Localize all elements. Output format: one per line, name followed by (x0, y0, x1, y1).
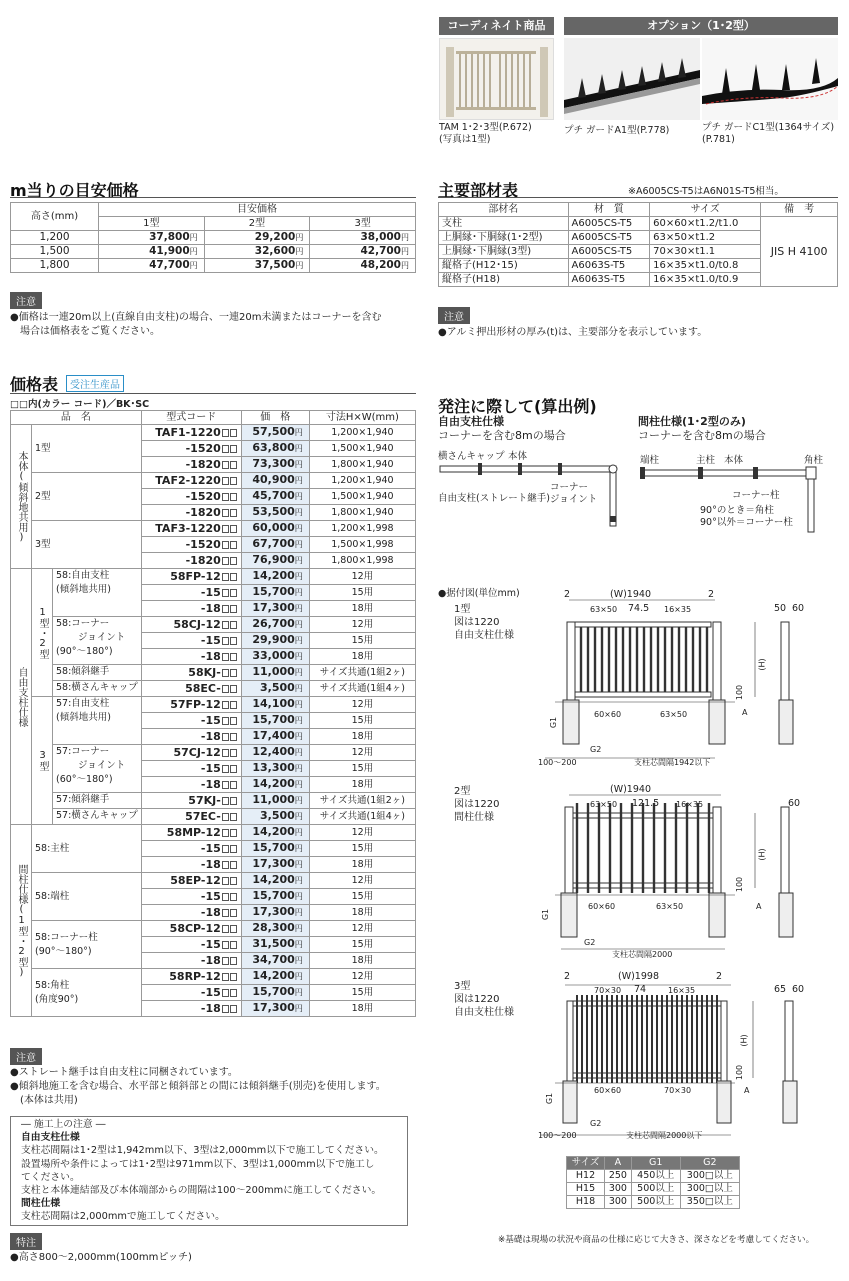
table-row: 58:端柱 58EP-12 14,200円 12用 (11, 873, 416, 889)
table-row: 57:傾斜継手 57KJ- 11,000円 サイズ共通(1組2ヶ) (11, 793, 416, 809)
table-row: 58:コーナー柱 (90°～180°) 58CP-12 28,300円 12用 (11, 921, 416, 937)
special-order-note: ●高さ800～2,000mm(100mmピッチ) (10, 1252, 192, 1263)
lbl-end-post: 端柱 (640, 455, 660, 466)
d1-rail-bottom: 63×50 (660, 710, 688, 719)
d3-rail-top: 70×30 (594, 986, 622, 995)
table-row: -15 15,700円 15用 (11, 713, 416, 729)
table-row: H15 300 500以上 300□以上 (567, 1183, 740, 1196)
meter-price-title: m当りの目安価格 (10, 181, 139, 200)
lbl-cap: 横さんキャップ (438, 451, 505, 462)
order-title: 発注に際して(算出例) (438, 397, 597, 416)
table-row: -15 15,700円 15用 (11, 889, 416, 905)
type1-install-drawing (535, 590, 835, 770)
table-row: -18 14,200円 18用 (11, 777, 416, 793)
table-row: -15 13,300円 15用 (11, 761, 416, 777)
d1-post: 60×60 (594, 710, 622, 719)
table-row: -15 31,500円 15用 (11, 937, 416, 953)
option-label: オプション（1･2型） (564, 17, 838, 35)
type2-install-drawing (535, 785, 835, 955)
special-order-badge: 特注 (10, 1233, 42, 1250)
meter-note: ●価格は一連20m以上(直線自由支柱)の場合、一連20m未満またはコーナーを含む 場合は価格表をご覧ください。 (10, 312, 382, 337)
materials-note-badge: 注意 (438, 307, 470, 324)
lbl-angle-rule: 90°のとき＝角柱 90°以外＝コーナー柱 (700, 505, 793, 528)
lbl-corner-joint: コーナー ジョイント (550, 482, 598, 505)
made-to-order-badge: 受注生産品 (66, 375, 124, 392)
d2-mid: 121.5 (632, 798, 660, 809)
meter-note-badge: 注意 (10, 292, 42, 309)
table-row: -15 15,700円 15用 (11, 985, 416, 1001)
table-row: -1520 67,700円 1,500×1,998 (11, 537, 416, 553)
table-row: -1520 63,800円 1,500×1,940 (11, 441, 416, 457)
d3-g2: G2 (590, 1119, 602, 1128)
d2-a: A (756, 902, 762, 911)
lbl-main-post: 主柱 (696, 455, 716, 466)
col-height: 高さ(mm) (11, 203, 99, 231)
table-row: 1,200 37,800円 29,200円 38,000円 (11, 231, 416, 245)
foundation-footnote: ※基礎は現場の状況や商品の仕様に応じて大きさ、深さなどを考慮してください。 (498, 1235, 815, 1245)
d1-mid: 74.5 (628, 603, 650, 614)
lbl-free-post: 自由支柱(ストレート継手) (438, 493, 550, 504)
guard-c1-image (702, 38, 838, 120)
table-row: 上胴縁･下胴縁(1･2型) A6005CS-T5 63×50×t1.2 (439, 231, 838, 245)
d2-100: 100 (735, 876, 745, 893)
color-code: □□内(カラー コード)／BK･SC (10, 399, 150, 410)
table-row: 2型 TAF2-1220 40,900円 1,200×1,940 (11, 473, 416, 489)
d3-pitch: 支柱芯間隔2000以下 (626, 1131, 703, 1140)
d1-rail-top: 63×50 (590, 605, 618, 614)
type2-label: 2型 図は1220 間柱仕様 (454, 786, 500, 823)
free-post-example-title: 自由支柱仕様 コーナーを含む8mの場合 (438, 415, 566, 442)
d1-two-b: 2 (708, 589, 715, 600)
table-row: 3型 57:自由支柱 (傾斜地共用) 57FP-12 14,100円 12用 (11, 697, 416, 713)
table-row: 縦格子(H12･15) A6063S-T5 16×35×t1.0/t0.8 (439, 259, 838, 273)
table-row: 縦格子(H18) A6063S-T5 16×35×t1.0/t0.9 (439, 273, 838, 287)
lbl-square-post: 角柱 (804, 455, 824, 466)
materials-title: 主要部材表 (438, 181, 519, 200)
lbl-body2: 本体 (724, 455, 744, 466)
col-price: 目安価格 (99, 203, 416, 217)
table-row: -1820 76,900円 1,800×1,998 (11, 553, 416, 569)
d3-post: 60×60 (594, 1086, 622, 1095)
coordinate-label: コーディネイト商品 (439, 17, 554, 35)
d2-width: (W)1940 (610, 784, 651, 795)
table-row: -15 29,900円 15用 (11, 633, 416, 649)
type3-install-drawing (535, 975, 835, 1145)
table-row: -18 17,300円 18用 (11, 601, 416, 617)
d1-100: 100 (735, 684, 745, 701)
d1-pitch: 支柱芯間隔1942以下 (634, 758, 711, 767)
install-title: ●据付図(単位mm) (438, 588, 520, 599)
table-row: 1,500 41,900円 32,600円 42,700円 (11, 245, 416, 259)
table-row: 58:角柱 (角度90°) 58RP-12 14,200円 12用 (11, 969, 416, 985)
table-row: 支柱 A6005CS-T5 60×60×t1.2/t1.0 JIS H 4100 (439, 217, 838, 231)
d1-gap: 100～200 (538, 758, 577, 767)
table-row: -15 15,700円 15用 (11, 841, 416, 857)
price-table-title: 価格表 (10, 375, 59, 394)
table-row: 57:横さんキャップ 57EC- 3,500円 サイズ共通(1組4ヶ) (11, 809, 416, 825)
table-row: -18 17,400円 18用 (11, 729, 416, 745)
type1-label: 1型 図は1220 自由支柱仕様 (454, 604, 514, 641)
d3-side-a: 65 (774, 984, 787, 995)
price-note-badge: 注意 (10, 1048, 42, 1065)
lbl-corner-post: コーナー柱 (732, 490, 780, 501)
table-row: -18 34,700円 18用 (11, 953, 416, 969)
table-row: -18 17,300円 18用 (11, 1001, 416, 1017)
d1-width: (W)1940 (610, 589, 651, 600)
price-table: 品 名 型式コード 価 格 寸法H×W(mm) 本体(傾斜地共用) 1型 TAF1-1220 57,500円 1,200×1,940 -1520 63,800円 1,500×1,940 -1820 73,300円 1,800×1,940 2型 TAF2-1220 40,900円 1,200×1,940 -1520 45,700円 1,500×1,940 -1820 53,500円 1,800×1,940 3型 TAF3-1220 60,000円 1,200×1,998 -1520 67,700円 1,500×1,998 -1820 76,900円 1,800×1,998 自由支柱仕様 1型･2型 58:自由支柱 (傾斜地共用) 58FP-12 14,200円 12用 -15 15,700円 15用 -18 17,300円 18用 58:コーナー ジョイント (90°～180°) 58CJ-12 26,700円 12用 -15 29,900円 15用 -18 33,000円 18用 58:傾斜継手 58KJ- 11,000円 サイズ共通(1組2ヶ) 58:横さんキャップ 58EC- 3,500円 サイズ共通(1組4ヶ) 3型 57:自由支柱 (傾斜地共用) 57FP-12 14,100円 12用 -15 15,700円 15用 -18 17,400円 18用 57:コーナー ジョイント (60°～180°) 57CJ-12 12,400円 12用 -15 13,300円 15用 -18 14,200円 18用 57:傾斜継手 57KJ- 11,000円 サイズ共通(1組2ヶ) 57:横さんキャップ 57EC- 3,500円 サイズ共通(1組4ヶ) 間柱仕様(1型･2型) 58:主柱 58MP-12 14,200円 12用 -15 15,700円 15用 -18 17,300円 18用 58:端柱 58EP-12 14,200円 12用 -15 15,700円 15用 -18 17,300円 18用 58:コーナー柱 (90°～180°) 58CP-12 28,300円 12用 -15 31,500円 15用 -18 34,700円 18用 58:角柱 (角度90°) 58RP-12 14,200円 12用 -15 15,700円 15用 -18 17,300円 18用 (10, 410, 416, 1017)
table-row: -1820 73,300円 1,800×1,940 (11, 457, 416, 473)
d3-side-b: 60 (792, 984, 805, 995)
materials-note: ●アルミ押出形材の厚み(t)は、主要部分を表示しています。 (438, 327, 708, 338)
d1-bar: 16×35 (664, 605, 692, 614)
table-row: -18 17,300円 18用 (11, 905, 416, 921)
d2-rail-bottom: 63×50 (656, 902, 684, 911)
table-row: 58:横さんキャップ 58EC- 3,500円 サイズ共通(1組4ヶ) (11, 681, 416, 697)
tam-caption: TAM 1･2･3型(P.672) (写真は1型) (439, 122, 532, 145)
d1-g1: G1 (549, 716, 559, 729)
tam-gate-image (439, 38, 554, 120)
table-row: -18 17,300円 18用 (11, 857, 416, 873)
d3-width: (W)1998 (618, 971, 659, 982)
table-row: 3型 TAF3-1220 60,000円 1,200×1,998 (11, 521, 416, 537)
d2-h: (H) (757, 848, 767, 861)
foundation-size-table: サイズ A G1 G2 H12 250 450以上 300□以上 H15 300 500以上 300□以上 H18 300 500以上 350□以上 (566, 1156, 740, 1209)
type3-label: 3型 図は1220 自由支柱仕様 (454, 981, 514, 1018)
lbl-body: 本体 (508, 451, 528, 462)
table-row: -15 15,700円 15用 (11, 585, 416, 601)
d2-rail-top: 63×50 (590, 800, 618, 809)
d3-rail-bottom: 70×30 (664, 1086, 692, 1095)
table-row: 間柱仕様(1型･2型) 58:主柱 58MP-12 14,200円 12用 (11, 825, 416, 841)
d1-side-b: 60 (792, 603, 805, 614)
d3-mid: 74 (634, 984, 647, 995)
d1-two-a: 2 (564, 589, 571, 600)
d2-bar: 16×35 (676, 800, 704, 809)
d3-gap: 100～200 (538, 1131, 577, 1140)
table-row: 1,800 47,700円 37,500円 48,200円 (11, 259, 416, 273)
d2-g2: G2 (584, 938, 596, 947)
d1-h: (H) (757, 658, 767, 671)
materials-remark: ※A6005CS-T5はA6N01S-T5相当。 (628, 186, 784, 197)
construction-caution: ― 施工上の注意 ― 自由支柱仕様 支柱芯間隔は1･2型は1,942mm以下、3型は2,000mm以下で施工してください。 設置場所や条件によっては1･2型は971mm以下、3型は1,000mm以下で施工し てください。 支柱と本体連結部及び本体端部からの間隔は100～200mmに施工してください。 間柱仕様 支柱芯間隔は2,000mmで施工してください。 (10, 1116, 408, 1226)
d3-two-a: 2 (564, 971, 571, 982)
table-row: 58:傾斜継手 58KJ- 11,000円 サイズ共通(1組2ヶ) (11, 665, 416, 681)
d2-pitch: 支柱芯間隔2000 (612, 950, 673, 959)
table-row: 自由支柱仕様 1型･2型 58:自由支柱 (傾斜地共用) 58FP-12 14,200円 12用 (11, 569, 416, 585)
table-row: 本体(傾斜地共用) 1型 TAF1-1220 57,500円 1,200×1,940 (11, 425, 416, 441)
guard-a1-image (564, 38, 700, 120)
table-row: -1820 53,500円 1,800×1,940 (11, 505, 416, 521)
d2-side: 60 (788, 798, 801, 809)
d3-g1: G1 (545, 1092, 555, 1105)
inter-post-example-title: 間柱仕様(1･2型のみ) コーナーを含む8mの場合 (638, 415, 766, 442)
table-row: -1520 45,700円 1,500×1,940 (11, 489, 416, 505)
guard-c1-caption: プチ ガードC1型(1364サイズ) (P.781) (702, 122, 835, 145)
guard-a1-caption: プチ ガードA1型(P.778) (564, 125, 670, 136)
d2-post: 60×60 (588, 902, 616, 911)
table-row: -18 33,000円 18用 (11, 649, 416, 665)
table-row: 上胴縁･下胴縁(3型) A6005CS-T5 70×30×t1.1 (439, 245, 838, 259)
table-row: 58:コーナー ジョイント (90°～180°) 58CJ-12 26,700円 12用 (11, 617, 416, 633)
d3-bar: 16×35 (668, 986, 696, 995)
d3-a: A (744, 1086, 750, 1095)
d3-100: 100 (735, 1064, 745, 1081)
d1-g2: G2 (590, 745, 602, 754)
d1-a: A (742, 708, 748, 717)
price-notes: ●ストレート継手は自由支柱に同梱されています。 ●傾斜地施工を含む場合、水平部と傾斜部との間には傾斜継手(別売)を使用します。 (本体は共用) (10, 1067, 386, 1106)
d2-g1: G1 (541, 908, 551, 921)
meter-price-table: 高さ(mm) 目安価格 1型 2型 3型 1,200 37,800円 29,200円 38,000円 1,500 41,900円 32,600円 42,700円 1,800 47,700円 37,500円 48,200円 (10, 202, 416, 273)
d3-two-b: 2 (716, 971, 723, 982)
d3-h: (H) (739, 1034, 749, 1047)
table-row: 57:コーナー ジョイント (60°～180°) 57CJ-12 12,400円 12用 (11, 745, 416, 761)
materials-table: 部材名 材 質 サイズ 備 考 支柱 A6005CS-T5 60×60×t1.2/t1.0 JIS H 4100 上胴縁･下胴縁(1･2型) A6005CS-T5 63×50×t1.2 上胴縁･下胴縁(3型) A6005CS-T5 70×30×t1.1 縦格子(H12･15) A6063S-T5 16×35×t1.0/t0.8 縦格子(H18) A6063S-T5 16×35×t1.0/t0.9 (438, 202, 838, 287)
table-row: H12 250 450以上 300□以上 (567, 1170, 740, 1183)
d1-side-a: 50 (774, 603, 787, 614)
table-row: H18 300 500以上 350□以上 (567, 1196, 740, 1209)
